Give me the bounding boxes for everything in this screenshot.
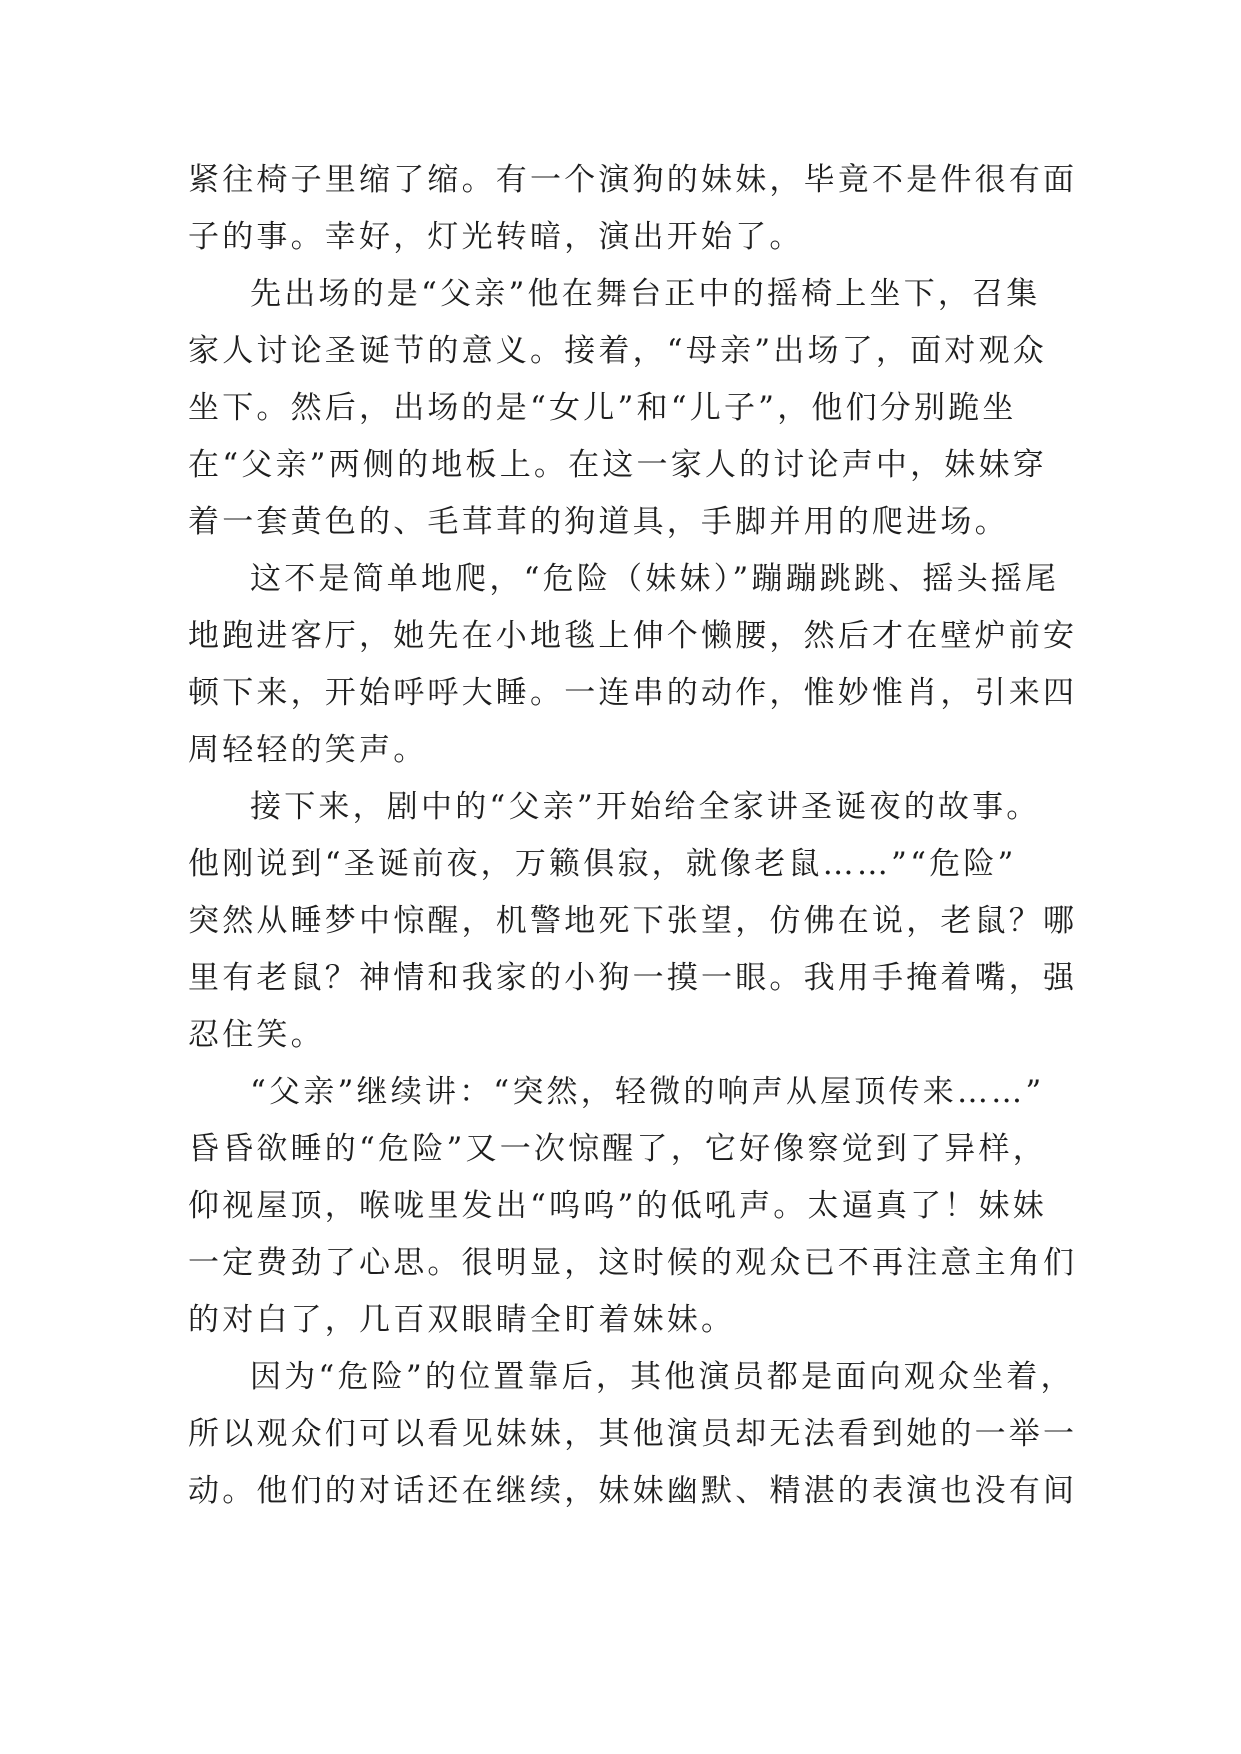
text-line: 里有老鼠？神情和我家的小狗一摸一眼。我用手掩着嘴，强	[188, 960, 1078, 996]
text-line: 昏昏欲睡的“危险”又一次惊醒了，它好像察觉到了异样，	[188, 1131, 1047, 1167]
text-line: 在“父亲”两侧的地板上。在这一家人的讨论声中，妹妹穿	[188, 447, 1047, 483]
paragraph-1	[188, 152, 1078, 266]
text-line: 先出场的是“父亲”他在舞台正中的摇椅上坐下，召集	[250, 276, 1041, 312]
text-line: 紧往椅子里缩了缩。有一个演狗的妹妹，毕竟不是件很有面	[188, 162, 1078, 198]
text-line: 的对白了，几百双眼睛全盯着妹妹。	[188, 1302, 736, 1338]
text-line: 所以观众们可以看见妹妹，其他演员却无法看到她的一举一	[188, 1416, 1078, 1452]
paragraph-4	[188, 779, 1078, 1064]
paragraph-6	[188, 1349, 1078, 1520]
paragraph-2	[188, 266, 1068, 551]
text-line: 家人讨论圣诞节的意义。接着，“母亲”出场了，面对观众	[188, 333, 1047, 369]
paragraph-3	[188, 551, 1078, 779]
text-body	[188, 152, 1078, 1520]
paragraph-5	[188, 1064, 1078, 1349]
text-line: 动。他们的对话还在继续，妹妹幽默、精湛的表演也没有间	[188, 1473, 1078, 1509]
text-line: 地跑进客厅，她先在小地毯上伸个懒腰，然后才在壁炉前安	[188, 618, 1078, 654]
text-line: 他刚说到“圣诞前夜，万籁俱寂，就像老鼠……”“危险”	[188, 846, 1017, 882]
text-line: 坐下。然后，出场的是“女儿”和“儿子”，他们分别跪坐	[188, 390, 1017, 426]
text-line: 这不是简单地爬，“危险（妹妹）”蹦蹦跳跳、摇头摇尾	[250, 561, 1060, 597]
text-line: “父亲”继续讲：“突然，轻微的响声从屋顶传来……”	[250, 1074, 1045, 1110]
text-line: 一定费劲了心思。很明显，这时候的观众已不再注意主角们	[188, 1245, 1078, 1281]
text-line: 周轻轻的笑声。	[188, 732, 428, 768]
text-line: 仰视屋顶，喉咙里发出“呜呜”的低吼声。太逼真了！妹妹	[188, 1188, 1047, 1224]
text-line: 子的事。幸好，灯光转暗，演出开始了。	[188, 219, 804, 255]
text-line: 顿下来，开始呼呼大睡。一连串的动作，惟妙惟肖，引来四	[188, 675, 1078, 711]
text-line: 突然从睡梦中惊醒，机警地死下张望，仿佛在说，老鼠？哪	[188, 903, 1078, 939]
text-line: 因为“危险”的位置靠后，其他演员都是面向观众坐着，	[250, 1359, 1075, 1395]
text-line: 着一套黄色的、毛茸茸的狗道具，手脚并用的爬进场。	[188, 504, 1009, 540]
text-line: 接下来，剧中的“父亲”开始给全家讲圣诞夜的故事。	[250, 789, 1041, 825]
text-line: 忍住笑。	[188, 1017, 325, 1053]
